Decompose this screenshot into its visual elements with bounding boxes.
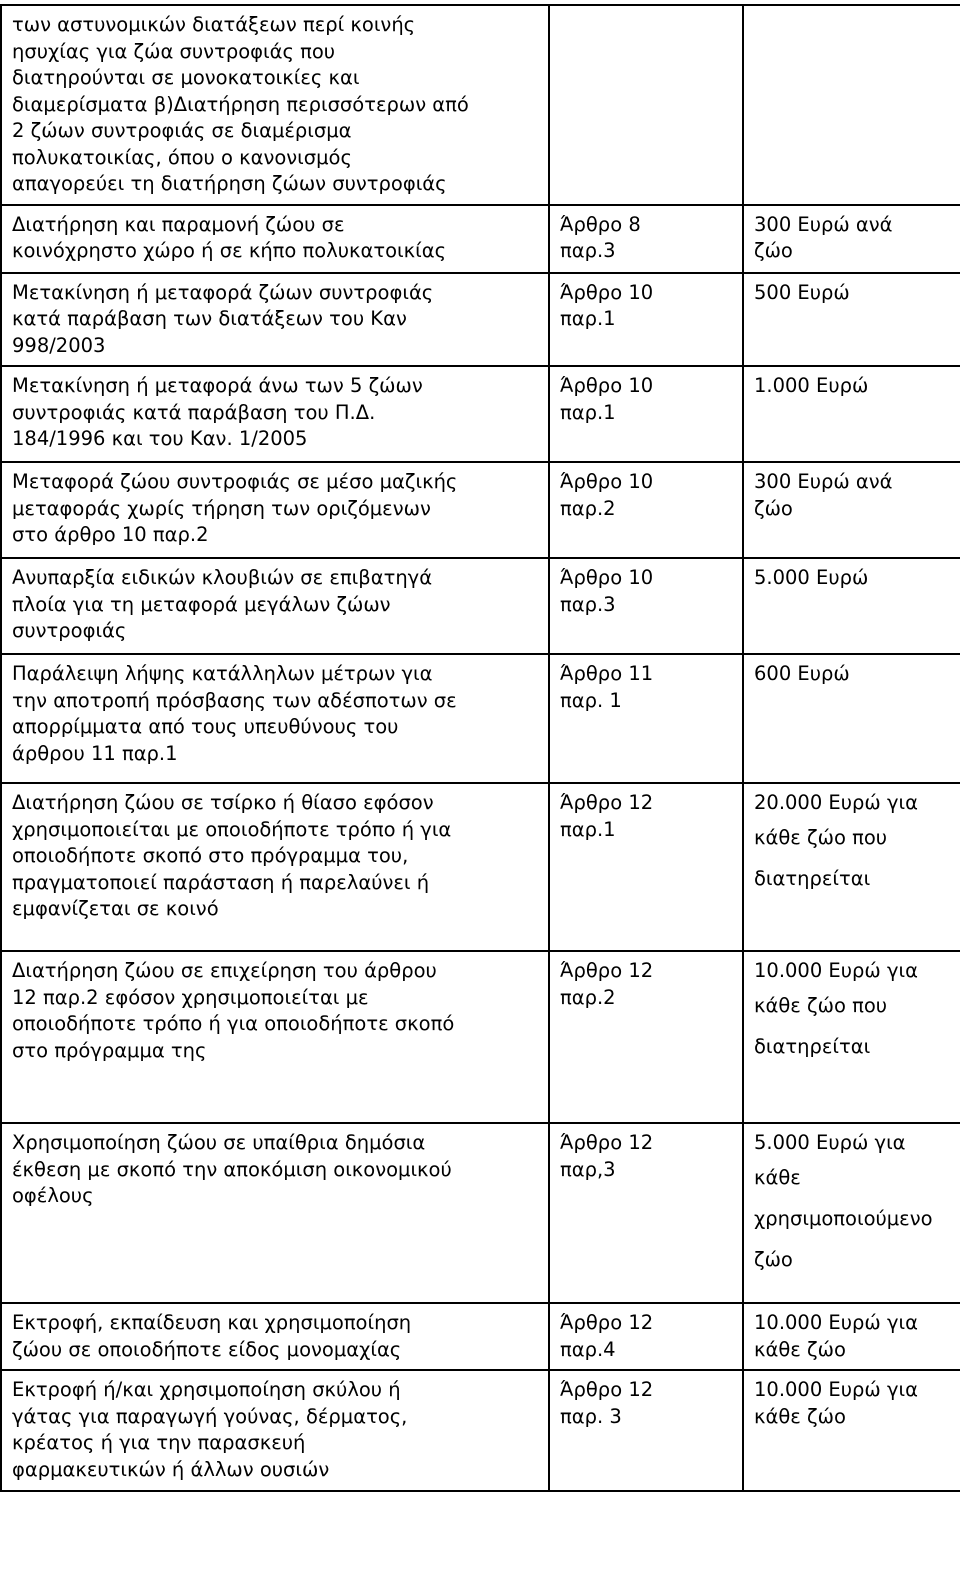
article-reference: Άρθρο 10 παρ.1 — [549, 366, 743, 462]
table-row — [1, 558, 960, 654]
table-row — [1, 462, 960, 558]
fine-amount: 600 Ευρώ — [743, 654, 960, 783]
article-reference: Άρθρο 12 παρ,3 — [549, 1123, 743, 1303]
table-row — [1, 1370, 960, 1491]
fine-amount — [743, 783, 960, 951]
article-reference: Άρθρο 10 παρ.1 — [549, 273, 743, 367]
table-row — [1, 205, 960, 273]
fine-amount-line: 10.000 Ευρώ για — [754, 959, 918, 982]
fine-amount — [743, 951, 960, 1123]
violation-description: Ανυπαρξία ειδικών κλουβιών σε επιβατηγά πλοία για τη μεταφορά μεγάλων ζώων συντροφιάς — [1, 558, 549, 654]
article-reference: Άρθρο 12 παρ.2 — [549, 951, 743, 1123]
table-row — [1, 273, 960, 367]
fine-amount: 300 Ευρώ ανά ζώο — [743, 205, 960, 273]
fine-amount: 300 Ευρώ ανά ζώο — [743, 462, 960, 558]
fine-amount: 10.000 Ευρώ για κάθε ζώο — [743, 1370, 960, 1491]
table-row — [1, 654, 960, 783]
article-reference: Άρθρο 12 παρ.4 — [549, 1303, 743, 1370]
fine-amount: 1.000 Ευρώ — [743, 366, 960, 462]
fine-amount: 500 Ευρώ — [743, 273, 960, 367]
article-reference: Άρθρο 10 παρ.3 — [549, 558, 743, 654]
violation-description: των αστυνομικών διατάξεων περί κοινής ησυχίας για ζώα συντροφιάς που διατηρούνται σε μονοκατοικίες και διαμερίσματα β)Διατήρηση περισσότερων από 2 ζώων συντροφιάς σε διαμέρισμα πολυκατοικίας, όπου ο κανονισμός απαγορεύει τη διατήρηση ζώων συντροφιάς — [1, 5, 549, 205]
violation-description: Παράλειψη λήψης κατάλληλων μέτρων για την αποτροπή πρόσβασης των αδέσποτων σε απορρίμματα από τους υπευθύνους του άρθρου 11 παρ.1 — [1, 654, 549, 783]
table-row — [1, 783, 960, 951]
fine-amount: 5.000 Ευρώ — [743, 558, 960, 654]
article-reference: Άρθρο 11 παρ. 1 — [549, 654, 743, 783]
violation-description: Εκτροφή, εκπαίδευση και χρησιμοποίηση ζώου σε οποιοδήποτε είδος μονομαχίας — [1, 1303, 549, 1370]
violation-description: Μετακίνηση ή μεταφορά άνω των 5 ζώων συντροφιάς κατά παράβαση του Π.Δ. 184/1996 και του Καν. 1/2005 — [1, 366, 549, 462]
violation-description: Μεταφορά ζώου συντροφιάς σε μέσο μαζικής μεταφοράς χωρίς τήρηση των οριζόμενων στο άρθρο 10 παρ.2 — [1, 462, 549, 558]
violation-description: Μετακίνηση ή μεταφορά ζώων συντροφιάς κατά παράβαση των διατάξεων του Καν 998/2003 — [1, 273, 549, 367]
fine-amount-continued: κάθε ζώο που διατηρείται — [754, 993, 888, 1058]
article-reference: Άρθρο 8 παρ.3 — [549, 205, 743, 273]
fine-amount-continued: κάθε χρησιμοποιούμενο ζώο — [754, 1165, 933, 1271]
article-reference: Άρθρο 12 παρ.1 — [549, 783, 743, 951]
table-row — [1, 1123, 960, 1303]
fine-amount-continued: κάθε ζώο που διατηρείται — [754, 825, 888, 890]
table-row — [1, 1303, 960, 1370]
violation-description: Διατήρηση και παραμονή ζώου σε κοινόχρηστο χώρο ή σε κήπο πολυκατοικίας — [1, 205, 549, 273]
fine-amount-line: 20.000 Ευρώ για — [754, 791, 918, 814]
fine-amount — [743, 1123, 960, 1303]
fine-amount — [743, 5, 960, 205]
violation-description: Διατήρηση ζώου σε τσίρκο ή θίασο εφόσον χρησιμοποιείται με οποιοδήποτε τρόπο ή για οποιοδήποτε σκοπό στο πρόγραμμα του, πραγματοποιεί παράσταση ή παρελαύνει ή εμφανίζεται σε κοινό — [1, 783, 549, 951]
fine-amount-line: 5.000 Ευρώ για — [754, 1131, 906, 1154]
article-reference: Άρθρο 10 παρ.2 — [549, 462, 743, 558]
violation-description: Διατήρηση ζώου σε επιχείρηση του άρθρου 12 παρ.2 εφόσον χρησιμοποιείται με οποιοδήποτε τρόπο ή για οποιοδήποτε σκοπό στο πρόγραμμα της — [1, 951, 549, 1123]
table-row — [1, 5, 960, 205]
article-reference: Άρθρο 12 παρ. 3 — [549, 1370, 743, 1491]
violation-description: Χρησιμοποίηση ζώου σε υπαίθρια δημόσια έκθεση με σκοπό την αποκόμιση οικονομικού οφέλους — [1, 1123, 549, 1303]
penalty-table — [0, 4, 960, 1492]
article-reference — [549, 5, 743, 205]
fine-amount: 10.000 Ευρώ για κάθε ζώο — [743, 1303, 960, 1370]
table-row — [1, 951, 960, 1123]
violation-description: Εκτροφή ή/και χρησιμοποίηση σκύλου ή γάτας για παραγωγή γούνας, δέρματος, κρέατος ή για την παρασκευή φαρμακευτικών ή άλλων ουσιών — [1, 1370, 549, 1491]
table-row — [1, 366, 960, 462]
